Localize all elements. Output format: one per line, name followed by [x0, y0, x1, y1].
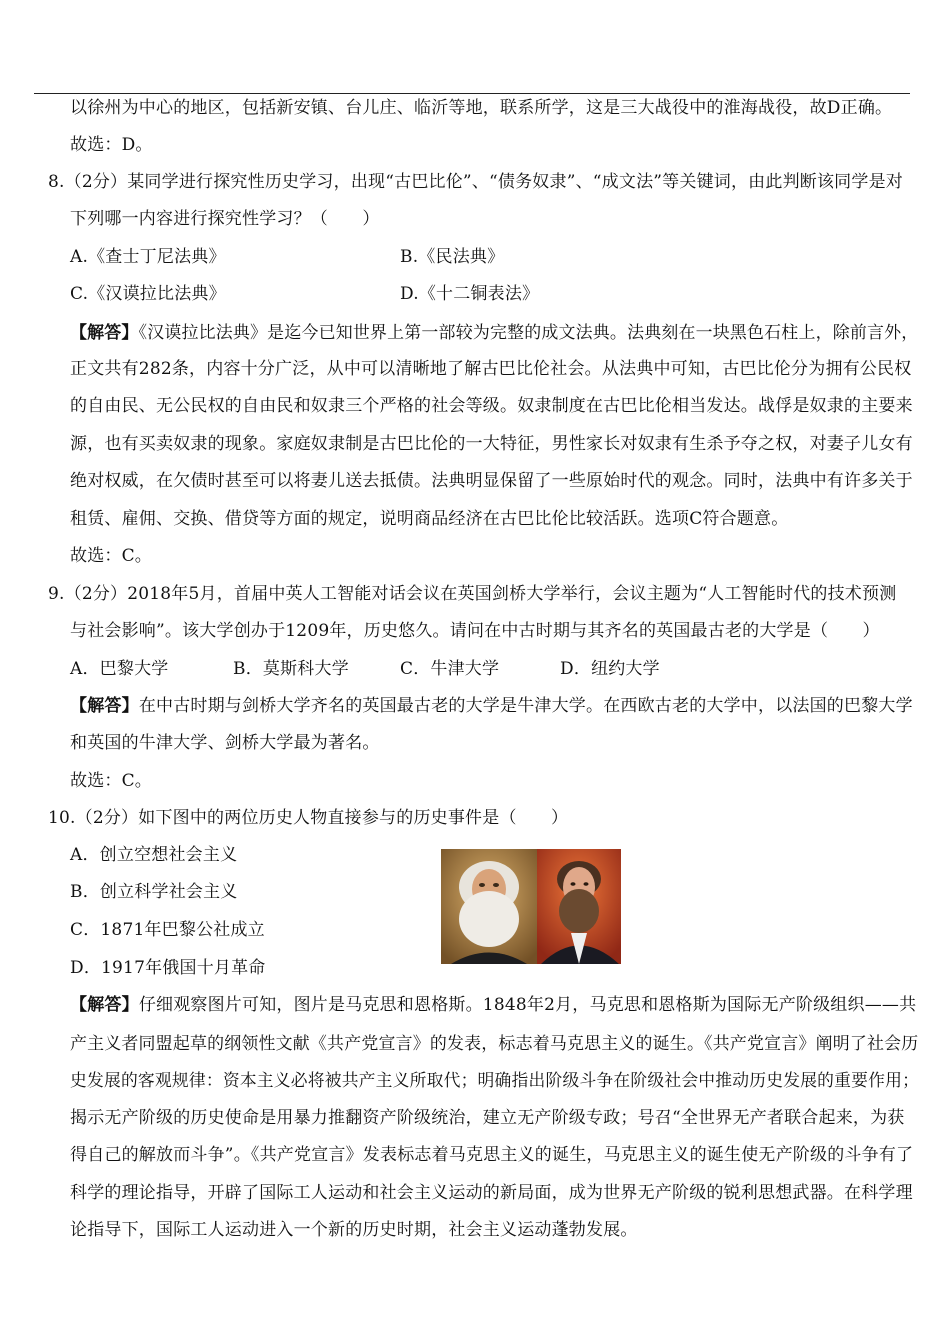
q9-stem-line-2: 与社会影响”。该大学创办于1209年，历史悠久。请问在中古时期与其齐名的英国最古老的大学是（ ） — [70, 621, 880, 641]
q10-option-d: D．1917年俄国十月革命 — [70, 958, 266, 978]
q9-answer-line-1 — [70, 694, 913, 718]
q8-stem-line-1: 8.（2分）某同学进行探究性历史学习，出现“古巴比伦”、“债务奴隶”、“成文法”等关键词，由此判断该同学是对 — [48, 172, 903, 192]
q8-option-b: B.《民法典》 — [400, 247, 505, 267]
q10-stem: 10.（2分）如下图中的两位历史人物直接参与的历史事件是（ ） — [48, 808, 569, 828]
q9-option-c: C．牛津大学 — [400, 659, 500, 679]
continued-answer-text: 以徐州为中心的地区，包括新安镇、台儿庄、临沂等地，联系所学，这是三大战役中的淮海战役，故D正确。 — [70, 98, 893, 118]
previous-choice-text: 故选：D。 — [70, 135, 153, 155]
q10-option-c: C．1871年巴黎公社成立 — [70, 920, 265, 940]
portrait-illustration — [441, 849, 621, 964]
q10-answer-line-5: 得自己的解放而斗争”。《共产党宣言》发表标志着马克思主义的诞生，马克思主义的诞生使无产阶级的斗争有了 — [70, 1145, 914, 1165]
q8-option-d: D.《十二铜表法》 — [400, 284, 540, 304]
q8-answer-line-5: 绝对权威，在欠债时甚至可以将妻儿送去抵债。法典明显保留了一些原始时代的观念。同时，法典中有许多关于 — [70, 471, 913, 491]
q9-option-d: D．纽约大学 — [560, 659, 660, 679]
q8-option-c: C.《汉谟拉比法典》 — [70, 284, 226, 304]
q8-answer-line-4: 源，也有买卖奴隶的现象。家庭奴隶制是古巴比伦的一大特征，男性家长对奴隶有生杀予夺之权，对妻子儿女有 — [70, 434, 913, 454]
header-rule — [34, 93, 910, 94]
q10-answer-line-4: 揭示无产阶级的历史使命是用暴力推翻资产阶级统治，建立无产阶级专政；号召“全世界无产者联合起来，为获 — [70, 1108, 905, 1128]
q10-answer-text-1: 仔细观察图片可知，图片是马克思和恩格斯。1848年2月，马克思和恩格斯为国际无产阶级组织——共 — [138, 995, 917, 1015]
q8-answer-text-1: 《汉谟拉比法典》是迄今已知世界上第一部较为完整的成文法典。法典刻在一块黑色石柱上，除前言外， — [138, 322, 919, 342]
q10-option-a: A．创立空想社会主义 — [70, 845, 238, 865]
answer-tag: 【解答】 — [70, 696, 139, 716]
q8-option-a: A.《查士丁尼法典》 — [70, 247, 226, 267]
q8-answer-line-1 — [70, 320, 918, 344]
q8-choice: 故选：C。 — [70, 546, 153, 566]
q9-stem-line-1: 9.（2分）2018年5月，首届中英人工智能对话会议在英国剑桥大学举行，会议主题为“人工智能时代的技术预测 — [48, 584, 897, 604]
q9-option-b: B．莫斯科大学 — [233, 659, 349, 679]
q9-choice: 故选：C。 — [70, 771, 153, 791]
answer-tag: 【解答】 — [70, 995, 139, 1015]
q8-stem-line-2: 下列哪一内容进行探究性学习？（ ） — [70, 209, 380, 229]
q10-answer-line-7: 论指导下，国际工人运动进入一个新的历史时期，社会主义运动蓬勃发展。 — [70, 1220, 638, 1240]
q10-option-b: B．创立科学社会主义 — [70, 882, 238, 902]
q8-answer-line-6: 租赁、雇佣、交换、借贷等方面的规定，说明商品经济在古巴比伦比较活跃。选项C符合题意。 — [70, 509, 789, 529]
q10-answer-line-3: 史发展的客观规律：资本主义必将被共产主义所取代；明确指出阶级斗争在阶级社会中推动历史发展的重要作用； — [70, 1070, 920, 1090]
q10-answer-line-2: 产主义者同盟起草的纲领性文献《共产党宣言》的发表，标志着马克思主义的诞生。《共产党宣言》阐明了社会历 — [70, 1033, 919, 1053]
q9-option-a: A．巴黎大学 — [70, 659, 169, 679]
q9-answer-text-1: 在中古时期与剑桥大学齐名的英国最古老的大学是牛津大学。在西欧古老的大学中，以法国的巴黎大学 — [138, 696, 913, 716]
q8-answer-line-3: 的自由民、无公民权的自由民和奴隶三个严格的社会等级。奴隶制度在古巴比伦相当发达。战俘是奴隶的主要来 — [70, 396, 913, 416]
q10-answer-line-1 — [70, 993, 916, 1017]
q10-answer-line-6: 科学的理论指导，开辟了国际工人运动和社会主义运动的新局面，成为世界无产阶级的锐利思想武器。在科学理 — [70, 1183, 913, 1203]
q9-answer-line-2: 和英国的牛津大学、剑桥大学最为著名。 — [70, 733, 380, 753]
portrait-photo — [441, 849, 621, 964]
q8-answer-line-2: 正文共有282条，内容十分广泛，从中可以清晰地了解古巴比伦社会。从法典中可知，古巴比伦分为拥有公民权 — [70, 359, 912, 379]
answer-tag: 【解答】 — [70, 322, 139, 342]
